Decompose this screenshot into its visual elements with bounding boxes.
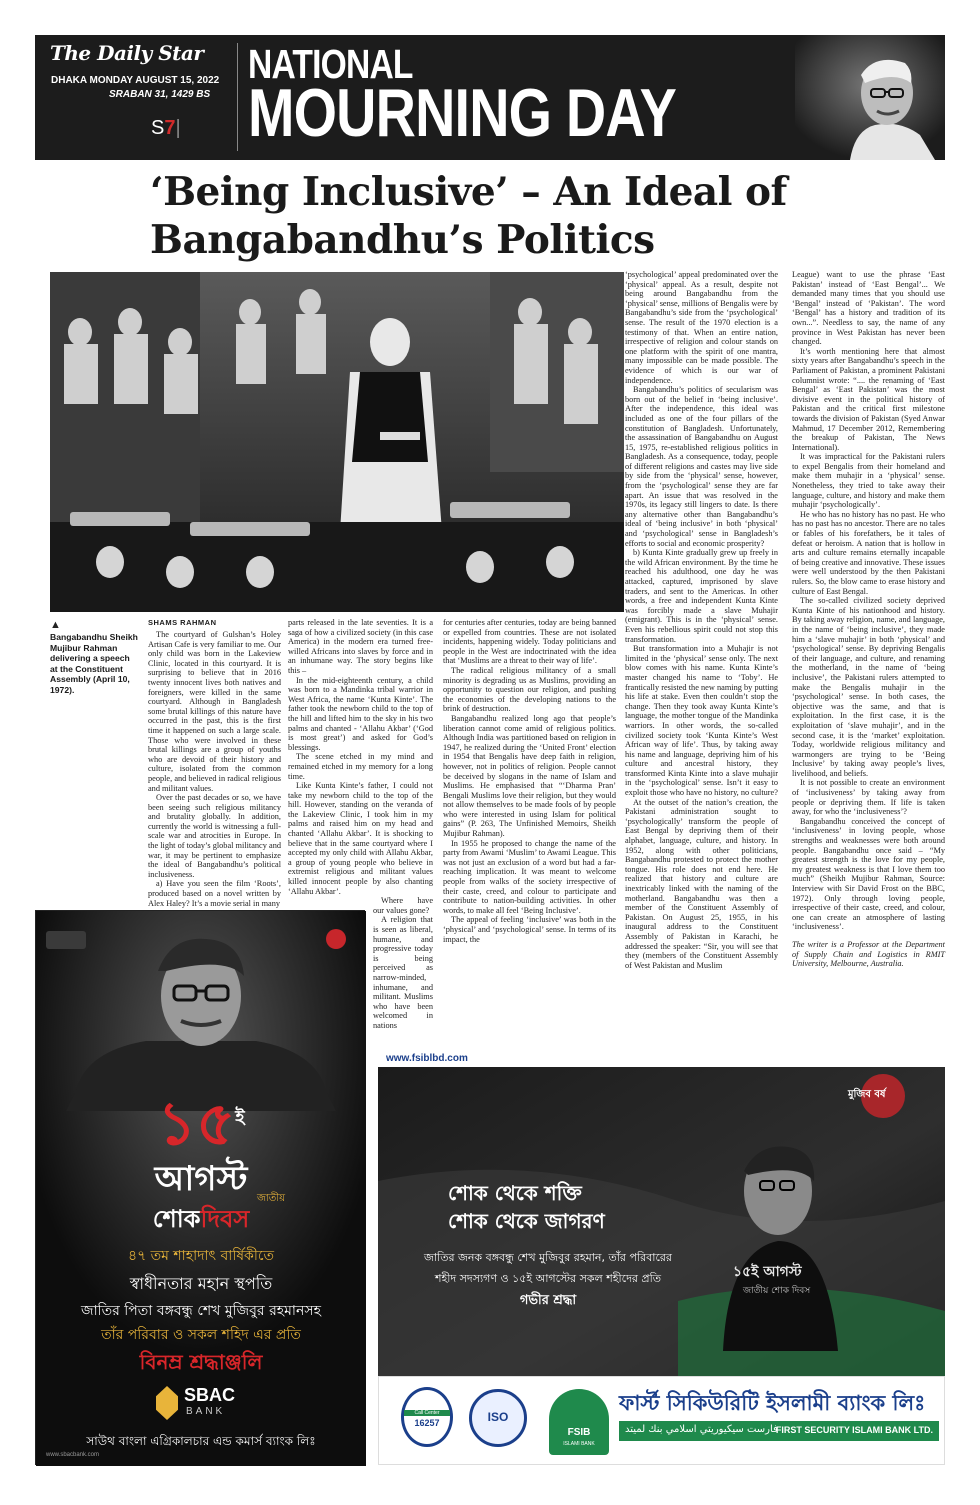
- mujib-year-badge: মুজিব বর্ষ: [848, 1089, 886, 1100]
- iso-text: ISO: [487, 1410, 509, 1424]
- fsib-body-3: গভীর শ্রদ্ধা: [519, 1293, 577, 1308]
- fsib-slogan-2: শোক থেকে জাগরণ: [448, 1209, 605, 1233]
- fsib-footer: [378, 1376, 945, 1465]
- sbac-logo-icon: [156, 1386, 178, 1420]
- dateline-bengali: SRABAN 31, 1429 BS: [109, 89, 211, 100]
- dateline: DHAKA MONDAY AUGUST 15, 2022: [51, 75, 220, 86]
- sbac-line3: জাতির পিতা বঙ্গবন্ধু শেখ মুজিবুর রহমানসহ: [81, 1303, 321, 1319]
- paragraph: League) want to use the phrase ‘East Pakistan’ instead of ‘East Bengal’... We demanded many times that you should use ‘Bengal’ instead of ‘Pakistan’. The word ‘Bengal’ has a history and tradition of its own...”. Needless to say, the name of any province in West Pakistan has never been changed.: [792, 270, 945, 347]
- sbac-date-15: [36, 1086, 366, 1159]
- call-center-label: Call Center: [404, 1410, 450, 1416]
- fsib-website[interactable]: www.fsiblbd.com: [386, 1053, 468, 1064]
- iso-certification-badge: [469, 1389, 527, 1447]
- article-column-3: [443, 618, 616, 1036]
- page-prefix: S: [151, 117, 165, 139]
- sbac-bank-advertisement: [35, 910, 365, 1465]
- sbac-month: আগস্ট: [154, 1159, 248, 1199]
- fsib-name-bengali: ফার্স্ট সিকিউরিটি ইসলামী ব্যাংক লিঃ: [619, 1391, 926, 1415]
- fsib-date-tag-2: জাতীয় শোক দিবস: [743, 1286, 811, 1296]
- headline-line2: Bangabandhu’s Politics: [150, 217, 655, 263]
- paragraph: It’s worth mentioning here that almost sixty years after Bangabandhu’s speech in the Parliament of Pakistan, a prominent Pakistani columnist wrote: “.... the renaming of ‘East Bengal’ as ‘East Pakistan’ was the most divisive event in the political history of Pakistan and the critical first milestone towards the division of Pakistan (Syed Anwar Mahmud, 17 December 2012, Remembering the breakup of Pakistan, The News International).: [792, 346, 945, 452]
- photo-caption: Bangabandhu Sheikh Mujibur Rahman delivering a speech at the Constituent Assembly (April 10, 1972).: [50, 632, 138, 695]
- sbac-logo-subtext: BANK: [186, 1406, 226, 1417]
- fsib-body-2: শহীদ সদস্যগণ ও ১৫ই আগস্টের সকল শহীদের প্রতি: [434, 1272, 662, 1285]
- paragraph: Bangabandhu realized long ago that people’s liberation cannot come amid of religious politics. Although India was partitioned based on religion in 1947, he realized during the ‘United Front’ election in 1954 that Bengalis have deep faith in religion, however, not in politics of religion. People cannot be deceived by slogans in the name of Islam and Muslims. He emphasised that “‘Dharma Pran’ Bengali Muslims love their religion, but they would not allow themselves to be made fools of by people who were interested in using Islam for political gains” (P. 263, The Unfinished Memoirs, Sheikh Mujibur Rahman).: [443, 713, 616, 839]
- fsib-slogan-1: শোক থেকে শক্তি: [448, 1181, 582, 1205]
- author-note: The writer is a Professor at the Department of Supply Chain and Logistics in RMIT University, Melbourne, Australia.: [792, 939, 945, 969]
- paragraph: The scene etched in my mind and remained etched in my memory for a long time.: [288, 752, 433, 781]
- masthead-logo: The Daily Star: [50, 41, 204, 65]
- header-divider: [237, 43, 238, 151]
- paragraph: At the outset of the nation’s creation, the Pakistani administration sought to ‘psychologically’ transform the people of East Bengal by depriving them of their alphabet, language, culture, and history. In 1952, along with other politicians, Bangabandhu protested to protect the mother tongue. His role does not end here. He realized that history and culture are inextricably linked with the naming of the motherland. Bangabandhu was then a member of the Constituent Assembly of Pakistan. On August 25, 1955, in his inaugural address to the Constituent Assembly of Pakistan in Karachi, he addressed the speaker: “Sir, you will see that they (members of the Constituent Assembly of West Pakistan and Muslim: [625, 797, 778, 970]
- fsib-name-bar: [619, 1421, 939, 1441]
- paragraph: It is not possible to create an environment of ‘inclusiveness’ by taking away from people or depriving them. If life is taken away, for who the ‘inclusiveness’?: [792, 778, 945, 817]
- paragraph: The radical religious militancy of a small minority is degrading us as Muslims, providing an opportunity to question our religion, and pushing the economies of the developing nations to the brink of destruction.: [443, 665, 616, 714]
- fsib-body-1: জাতির জনক বঙ্গবন্ধু শেখ মুজিবুর রহমান, তাঁর পরিবারের: [424, 1251, 672, 1264]
- mourning-word: শোক: [152, 1205, 201, 1233]
- article-column-2: [288, 618, 433, 1030]
- sbac-line2: স্বাধীনতার মহান স্থপতি: [129, 1274, 273, 1293]
- fsib-ad-banner: [378, 1051, 945, 1376]
- sbac-logo: [156, 1381, 246, 1427]
- fsib-logo-text: FSIB: [567, 1427, 591, 1438]
- date-number: ১৫: [157, 1089, 236, 1159]
- date-suffix: ই: [235, 1107, 245, 1128]
- call-center-badge: [401, 1387, 453, 1447]
- fsib-date-tag: ১৫ই আগস্ট: [733, 1264, 802, 1280]
- call-center-number: 16257: [414, 1418, 440, 1428]
- paragraph: In the mid-eighteenth century, a child was born to a Mandinka tribal warrior in West Africa, the name ‘Kunta Kinte’. The father took the newborn child to the top of the hill and lifted him to the sky in his two palms and chanted - ‘Allahu Akbar’ (‘God is most great’) and asked for God’s blessings.: [288, 675, 433, 752]
- article-column-5: [792, 270, 945, 1010]
- paragraph: ‘psychological’ appeal predominated over the ‘physical’ appeal. As a result, despite not being around Bangabandhu from the ‘physical’ sense, millions of Bengalis were by Bangabandhu’s side from the ‘psychological’ sense. The result of the 1970 election is a testimony of that. When an entire nation, irrespective of religion and colour stands on one platform with the spirit of one mantra, many impossible can be made possible. The evidence of which is our war of independence.: [625, 270, 778, 385]
- section-title-line2: MOURNING DAY: [248, 75, 677, 151]
- headline-line1: ‘Being Inclusive’ – An Ideal of: [150, 169, 787, 215]
- paragraph: Bangabandhu’s politics of secularism was born out of the belief in ‘being inclusive’. After the independence, this ideal was included as one of the four pillars of the constitution of Bangladesh. Unfortunately, the assassination of Bangabandhu on August 15, 1975, re-established religious politics in Bangladesh. As a consequence, today, people of different religions and castes may live side by side from the ‘physical’ sense, however, from the ‘psychological’ sense they are far apart. An issue that was resolved in the 1970s, its legacy still lingers to date. Is there any alternative other than Bangabandhu’s ideal of ‘being inclusive’ in both ‘physical’ and ‘psychological’ sense in Bangladesh’s efforts to social and economic prosperity?: [625, 385, 778, 548]
- paragraph: It was impractical for the Pakistani rulers to expel Bengalis from their homeland and make them muhajir in a ‘physical’ sense. Nonetheless, they tried to take away their language, culture, and history and make them muhajir ‘psychologically’.: [792, 452, 945, 510]
- sbac-line4: তাঁর পরিবার ও সকল শহিদ এর প্রতি: [101, 1327, 301, 1343]
- article-column-1: [148, 630, 281, 908]
- constituent-assembly-photo: [50, 272, 624, 612]
- paragraph: Where have our values gone?: [373, 896, 433, 915]
- fsib-name-english: FIRST SECURITY ISLAMI BANK LTD.: [775, 1425, 933, 1435]
- paragraph: The appeal of feeling ‘inclusive’ was both in the ‘physical’ and ‘psychological’ sense. In terms of its impact, the: [443, 915, 616, 944]
- day-word: দিবস: [200, 1205, 250, 1233]
- paragraph: A religion that is seen as liberal, humane, and progressive today is being perceived as narrow-minded, inhumane, and militant. Muslims who have been welcomed in nations: [373, 915, 433, 1030]
- sbac-national: জাতীয়: [256, 1193, 286, 1204]
- bangabandhu-portrait-image: [795, 35, 945, 160]
- sbac-website[interactable]: www.sbacbank.com: [46, 1452, 100, 1458]
- paragraph: Like Kunta Kinte’s father, I could not take my newborn child to the top of the hill. However, standing on the veranda of the Lakeview Clinic, I took him in my palms and raised him on my head and chanted ‘Allahu Akbar’. It is shocking to believe that in the same courtyard where I accepted my only child with Allahu Akbar, a group of young people who believe in extremist religious and militant values killed innocent people by also chanting ‘Allahu Akbar’.: [288, 781, 433, 896]
- page-number-value: 7: [164, 117, 176, 139]
- paragraph: The courtyard of Gulshan’s Holey Artisan Cafe is very familiar to me. Our only child was born in the Lakeview Clinic, located in this courtyard. It is surprising to believe that in 2016 twenty innocent lives both natives and foreigners, were killed in the same courtyard. Although in Bangladesh some brutal killings of this nature have occurred in the past, this is the first time it happened on such a large scale. Those who were involved in these brutal killings are a group of youths who are devoid of their history and culture, isolated from the common people, and believed in radical religious and militant values.: [148, 630, 281, 793]
- article-headline: [150, 168, 910, 264]
- article-byline: SHAMS RAHMAN: [148, 618, 217, 627]
- paragraph: for centuries after centuries, today are being banned or expelled from countries. These are not isolated incidents, happening widely. Today politicians and people in the West are indoctrinated with the idea that ‘Muslims are a threat to their way of life’.: [443, 618, 616, 666]
- fsib-logo-subtext: ISLAMI BANK: [563, 1441, 595, 1447]
- sbac-line1: ৪৭ তম শাহাদাৎ বার্ষিকীতে: [128, 1248, 274, 1264]
- fsib-logo: [549, 1389, 609, 1455]
- caption-arrow-icon: ▲: [50, 619, 61, 631]
- page-number: S7|: [151, 117, 181, 139]
- paragraph: The so-called civilized society deprived Kunta Kinte of his nationhood and history. By taking away religion, name, and language, in the name of ‘being inclusive’, they made him a ‘slave muhajir’ in both ‘physical’ and ‘psychological’ sense. By depriving Bengalis of their language, and culture, and renaming the motherland, in the name of ‘being inclusive’, the Pakistani rulers attempted to make the Bengalis muhajir in the ‘psychological’ sense. In both cases, the objective was the same, and that is exploitation. In the first case, it is the exploitation of ‘slave muhajir’, and in the second case, it is the ‘market’ exploitation. Today, worldwide religious militancy and warmongers are trying to be ‘Being Inclusive’ by taking away people’s lives, livelihood, and beliefs.: [792, 596, 945, 778]
- sbac-line5: বিনম্র শ্রদ্ধাঞ্জলি: [139, 1350, 263, 1374]
- paragraph: He who has no history has no past. He who has no past has no ancestor. There are no tales or fables of his forefathers, be it tales of defeat or heroism. A nation that is hollow in arts and culture remains eternally incapable of being creative and innovative. These issues were well understood by the then Pakistani rulers. So, the blow came to erase history and culture of East Bengal.: [792, 509, 945, 596]
- paragraph: parts released in the late seventies. It is a saga of how a civilized society (in this case America) in the modern era turned free-willed Africans into slaves by force and in an inhumane way. The story begins like this –: [288, 618, 433, 675]
- fsib-bank-advertisement: [378, 1051, 945, 1465]
- sbac-logo-text: SBAC: [184, 1385, 236, 1405]
- paragraph: b) Kunta Kinte gradually grew up freely in the wild African environment. By the time he reached his adulthood, one day he was attacked, captured, imprisoned by slave traders, and sent to the Americas. In other words, a free and independent Kunta Kinte was forcibly made a slave Muhajir (emigrant). This is in the ‘physical’ sense. Even his rebellious spirit could not stop this transformation.: [625, 548, 778, 644]
- sbac-mourning-day: [36, 1201, 366, 1241]
- paragraph: In 1955 he proposed to change the name of the party from Awami ‘Muslim’ to Awami League. This was not just an exclusion of a word but had a far-reaching implication. It was meant to welcome people from walks of the society irrespective of their caste, creed, and colour to participate and contribute to nation-building activities. In other words, to make all feel ‘Being Inclusive’.: [443, 838, 616, 915]
- section-header: [35, 35, 945, 160]
- article-column-4: [625, 270, 778, 1038]
- paragraph: But transformation into a Muhajir is not limited in the ‘physical’ sense only. The next blow comes with his name. Kunta Kinte’s master changed his name to ‘Toby’. He frantically resisted the new naming by putting his life at stake. Even then couldn’t stop the change. Then they took away Kunta Kinte’s language, the mother tongue of the Mandinka warriors. In other words, the so-called civilized society took ‘Kunta Kinte’s West African way of life’. Thus, by taking away his name and language, depriving him of his culture and ancestral history, they transformed Kinta Kinte into a slave muhajir in the ‘psychological’ sense. Isn’t it easy to exploit those who have no history, no culture?: [625, 644, 778, 798]
- section-title-line1: NATIONAL: [248, 41, 413, 87]
- sbac-bank-name: সাউথ বাংলা এগ্রিকালচার এন্ড কমার্স ব্যাংক লিঃ: [86, 1434, 316, 1448]
- paragraph: a) Have you seen the film ‘Roots’, produced based on a novel written by Alex Haley? It’s a movie serial in many: [148, 879, 281, 908]
- fsib-name-arabic: فارست سيكيوريتي اسلامي بنك لميتد: [625, 1424, 778, 1435]
- paragraph: Over the past decades or so, we have been seeing such religious militancy and brutality globally. In addition, currently the world is witnessing a full-scale war and atrocities in Europe. In the light of today’s global militancy and war, it may be pertinent to emphasize the ideal of Bangabandhu’s political inclusiveness.: [148, 793, 281, 879]
- paragraph: Bangabandhu conceived the concept of ‘inclusiveness’ in loving people, whose strengths and weaknesses were both around people. Bangabandhu once said – “My greatest strength is the love for my people, my greatest weakness is that I love them too much” (Sheikh Mujibur Rahman, Source: Interview with Sir David Frost on the BBC, 1972). Only through loving people, irrespective of their caste, creed, and colour, one can create an atmosphere of lasting ‘inclusiveness’.: [792, 816, 945, 932]
